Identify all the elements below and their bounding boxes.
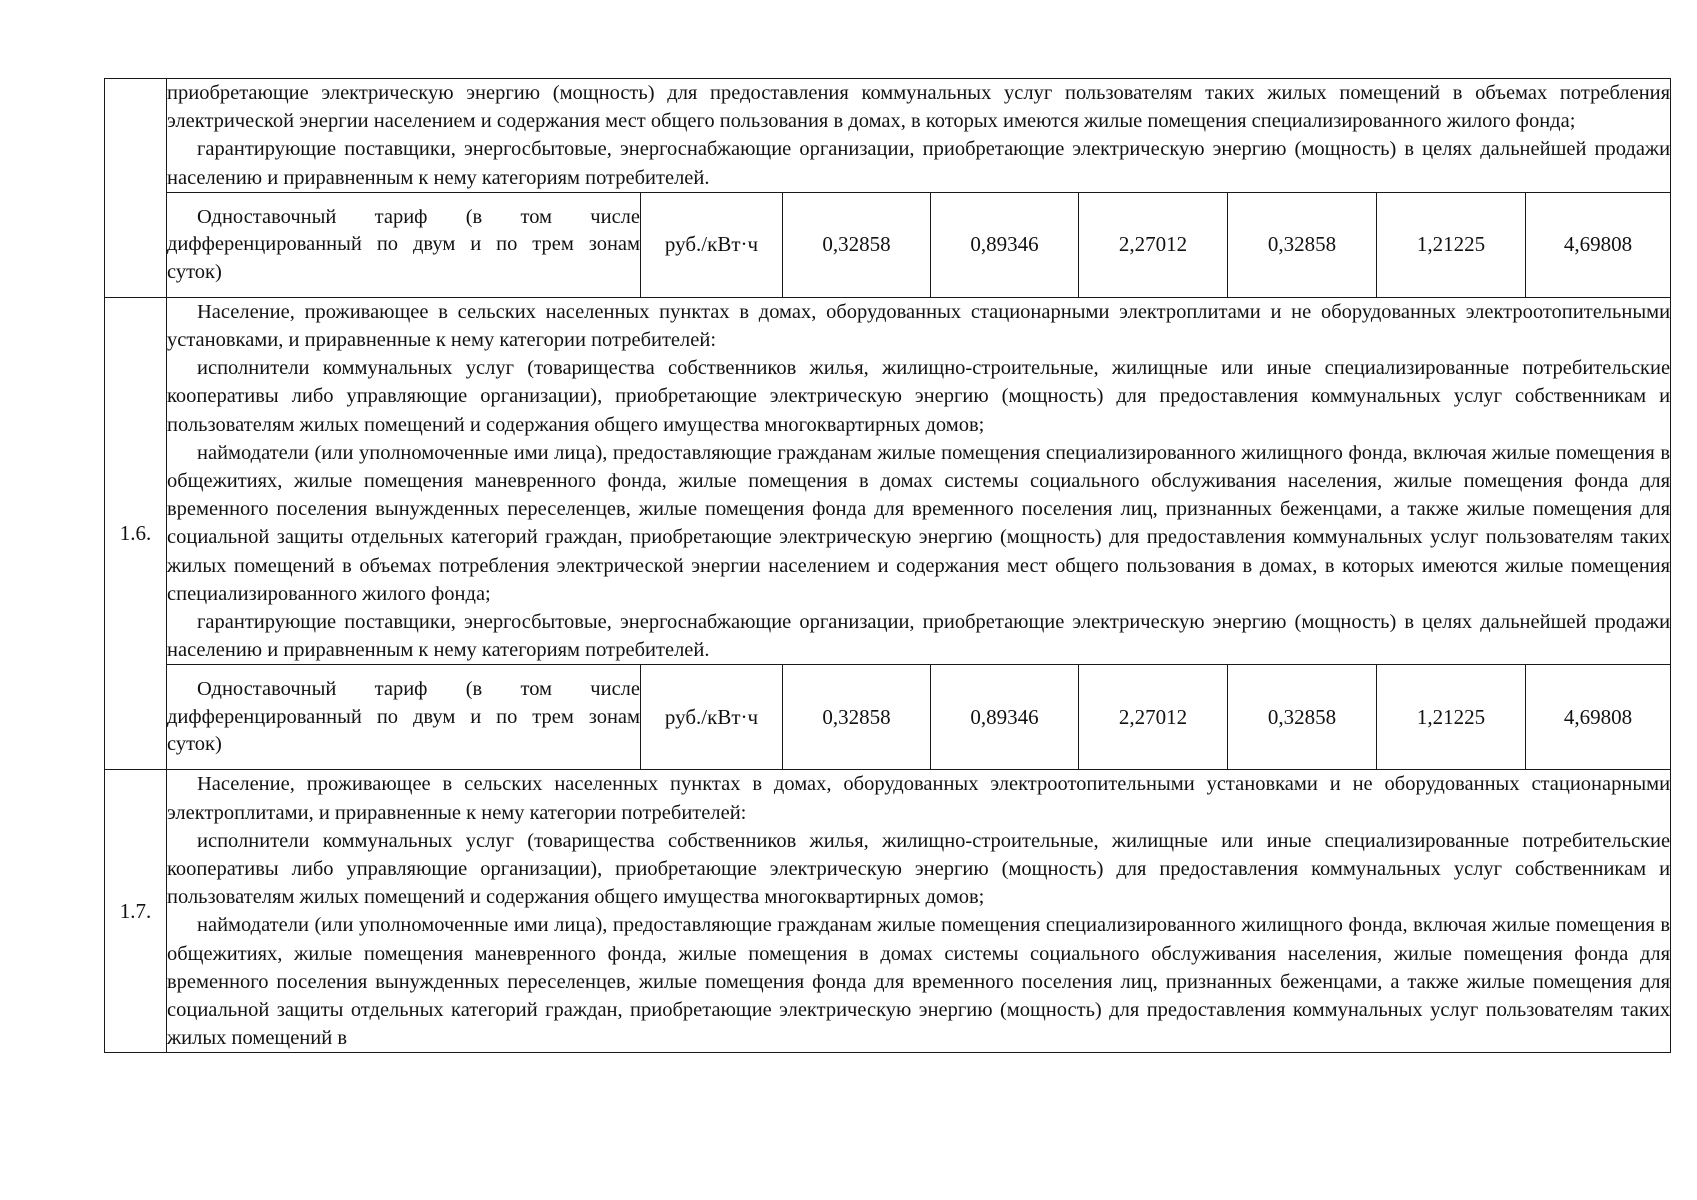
tariff-rate-row: [105, 192, 1671, 297]
unit-cell: руб./кВт·ч: [641, 665, 783, 770]
top-block-description-row: [105, 79, 1671, 193]
tariff-value-cell: 2,27012: [1079, 665, 1228, 770]
tariff-value-cell: 0,89346: [931, 665, 1079, 770]
tariff-name: Одноставочный тариф (в том числе дифференцированный по двум и по трем зонам суток): [167, 205, 640, 283]
row-number-cell: 1.7.: [105, 770, 167, 1053]
description-paragraph: наймодатели (или уполномоченные ими лица), предоставляющие гражданам жилые помещения специализированного жилищного фонда, включая жилые помещения в общежитиях, жилые помещения маневренного фонда, жилые помещения в домах системы социального обслуживания населения, жилые помещения фонда для временного поселения вынужденных переселенцев, жилые помещения фонда для временного поселения лиц, признанных беженцами, а также жилые помещения для социальной защиты отдельных категорий граждан, приобретающие электрическую энергию (мощность) для предоставления коммунальных услуг пользователям таких жилых помещений в объемах потребления электрической энергии населением и содержания мест общего пользования в домах, в которых имеются жилые помещения специализированного жилого фонда;: [167, 441, 1671, 605]
tariff-table: [104, 78, 1671, 1053]
description-paragraph: исполнители коммунальных услуг (товарищества собственников жилья, жилищно-строительные, жилищные или иные специализированные потребительские кооперативы либо управляющие организации), приобретающие электрическую энергию (мощность) для предоставления коммунальных услуг собственникам и пользователям жилых помещений и содержания общего имущества многоквартирных домов;: [167, 357, 1671, 436]
tariff-value-cell: 1,21225: [1377, 192, 1526, 297]
description-paragraph: наймодатели (или уполномоченные ими лица), предоставляющие гражданам жилые помещения специализированного жилищного фонда, включая жилые помещения в общежитиях, жилые помещения маневренного фонда, жилые помещения в домах системы социального обслуживания населения, жилые помещения фонда для временного поселения вынужденных переселенцев, жилые помещения фонда для временного поселения лиц, признанных беженцами, а также жилые помещения для социальной защиты отдельных категорий граждан, приобретающие электрическую энергию (мощность) для предоставления коммунальных услуг пользователям таких жилых помещений в: [167, 914, 1671, 1050]
tariff-value-cell: 0,32858: [1228, 665, 1377, 770]
tariff-value-cell: 0,32858: [1228, 192, 1377, 297]
tariff-value-cell: 1,21225: [1377, 665, 1526, 770]
description-paragraph: Население, проживающее в сельских населенных пунктах в домах, оборудованных стационарными электроплитами и не оборудованных электроотопительными установками, и приравненные к нему категории потребителей:: [167, 300, 1671, 352]
row-number-cell: 1.6.: [105, 297, 167, 770]
tariff-value-cell: 0,89346: [931, 192, 1079, 297]
tariff-value-cell: 0,32858: [783, 665, 931, 770]
consumer-category-description: [167, 79, 1671, 193]
tariff-value-cell: 4,69808: [1526, 665, 1671, 770]
tariff-value-cell: 2,27012: [1079, 192, 1228, 297]
description-paragraph: гарантирующие поставщики, энергосбытовые, энергоснабжающие организации, приобретающие электрическую энергию (мощность) в целях дальнейшей продажи населению и приравненным к нему категориям потребителей.: [167, 611, 1671, 662]
tariff-rate-row: [105, 665, 1671, 770]
description-paragraph: гарантирующие поставщики, энергосбытовые, энергоснабжающие организации, приобретающие электрическую энергию (мощность) в целях дальнейшей продажи населению и приравненным к нему категориям потребителей.: [167, 138, 1671, 189]
description-paragraph: Население, проживающее в сельских населенных пунктах в домах, оборудованных электроотопительными установками и не оборудованных стационарными электроплитами, и приравненные к нему категории потребителей:: [167, 773, 1671, 824]
tariff-name: Одноставочный тариф (в том числе дифференцированный по двум и по трем зонам суток): [167, 678, 640, 756]
tariff-name-cell: [167, 665, 641, 770]
row-number-cell: [105, 79, 167, 298]
block-1-7-description-row: [105, 770, 1671, 1053]
tariff-name-cell: [167, 192, 641, 297]
description-paragraph: исполнители коммунальных услуг (товарищества собственников жилья, жилищно-строительные, жилищные или иные специализированные потребительские кооперативы либо управляющие организации), приобретающие электрическую энергию (мощность) для предоставления коммунальных услуг собственникам и пользователям жилых помещений и содержания общего имущества многоквартирных домов;: [167, 829, 1671, 909]
tariff-value-cell: 4,69808: [1526, 192, 1671, 297]
block-1-6-description-row: [105, 297, 1671, 665]
consumer-category-description: [167, 770, 1671, 1053]
description-paragraph: приобретающие электрическую энергию (мощность) для предоставления коммунальных услуг пользователям таких жилых помещений в объемах потребления электрической энергии населением и содержания мест общего пользования в домах, в которых имеются жилые помещения специализированного жилого фонда;: [167, 82, 1671, 133]
unit-cell: руб./кВт·ч: [641, 192, 783, 297]
consumer-category-description: [167, 297, 1671, 665]
tariff-value-cell: 0,32858: [783, 192, 931, 297]
